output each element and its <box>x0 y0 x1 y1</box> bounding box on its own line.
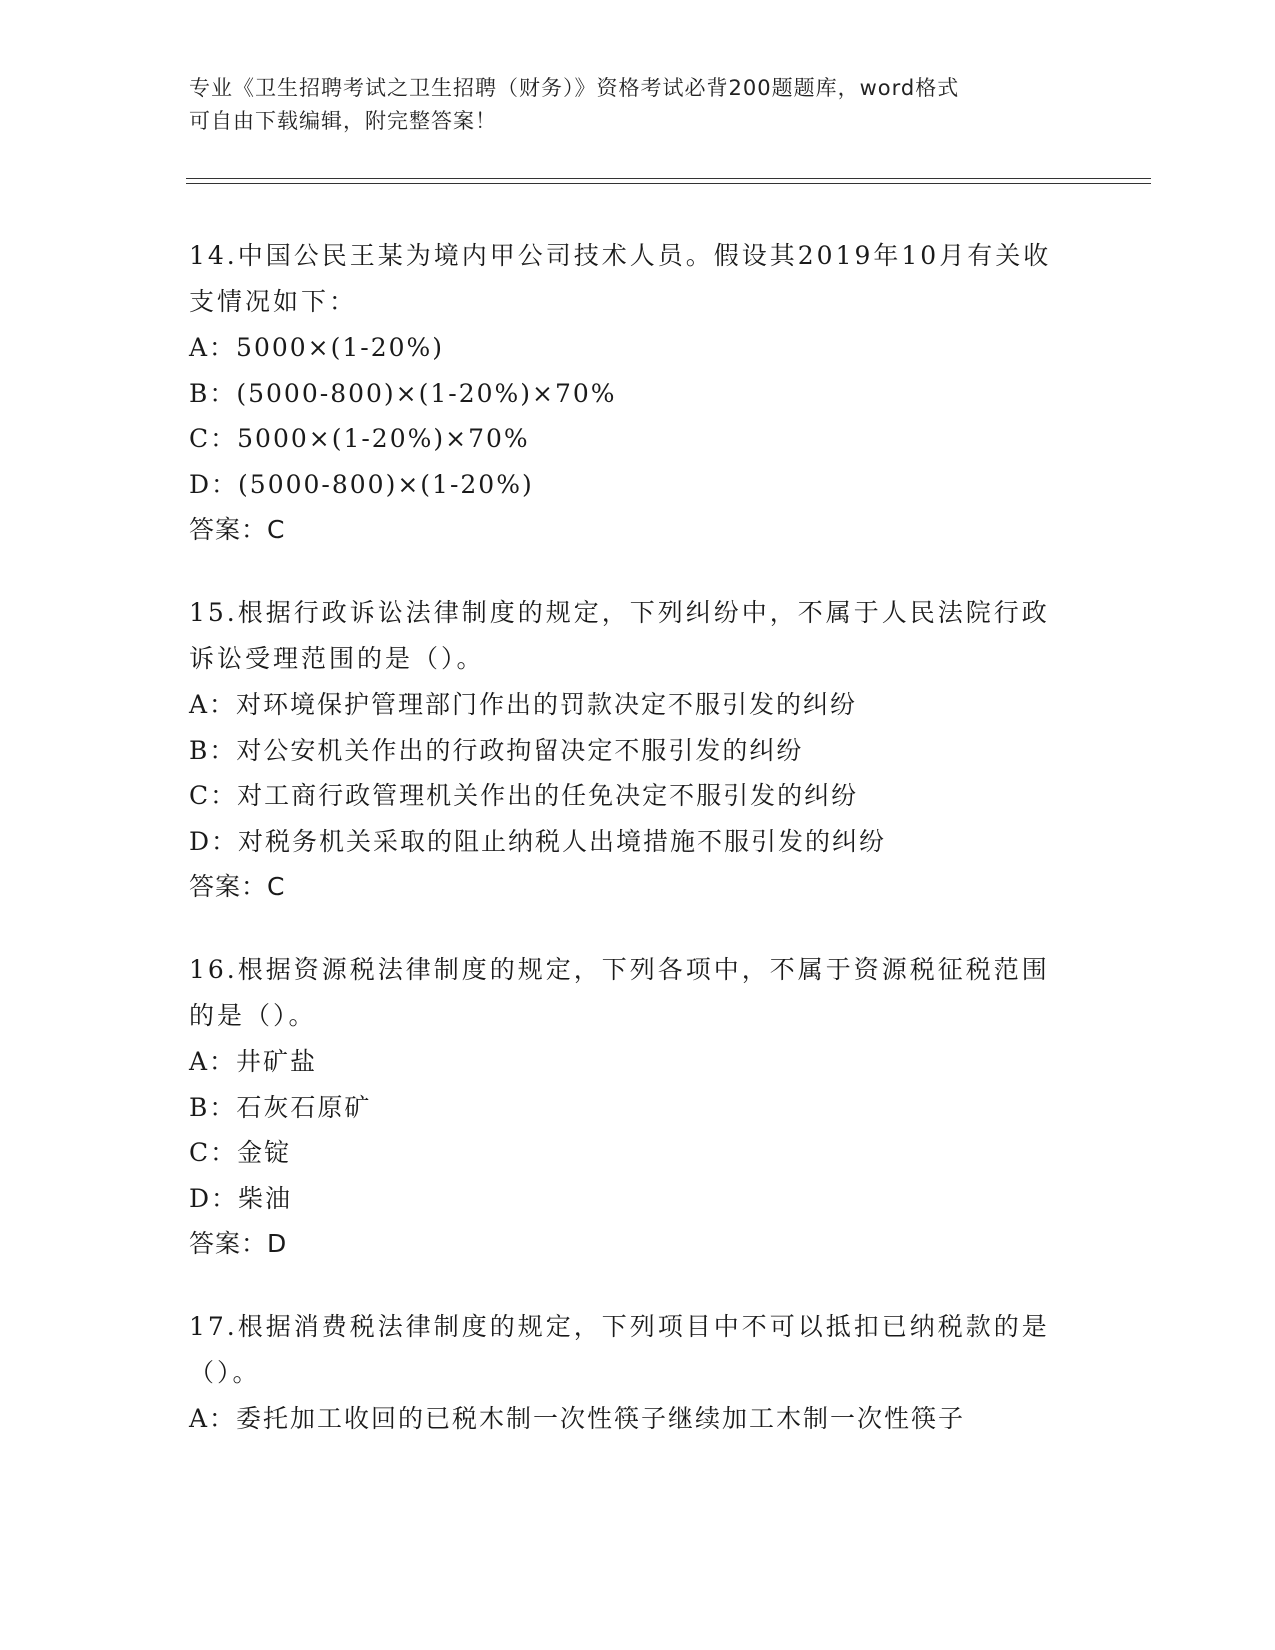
question-15 <box>189 590 1089 910</box>
option-a: A：5000×(1-20%) <box>189 333 445 362</box>
question-17 <box>189 1304 1089 1442</box>
header-title-line-2: 可自由下载编辑，附完整答案！ <box>189 109 497 133</box>
option-c: C：5000×(1-20%)×70% <box>189 424 530 453</box>
question-stem <box>189 1304 1089 1396</box>
document-header <box>189 72 1069 138</box>
option-d: D：柴油 <box>189 1183 293 1213</box>
question-list <box>189 233 1089 1479</box>
question-stem-line-1: 14.中国公民王某为境内甲公司技术人员。假设其2019年10月有关收 <box>189 241 1052 270</box>
answer-label: 答案：D <box>189 1229 288 1258</box>
question-stem-line-2: （）。 <box>189 1358 261 1387</box>
option-c: C：对工商行政管理机关作出的任免决定不服引发的纠纷 <box>189 781 859 810</box>
header-divider-top <box>186 178 1151 179</box>
option-d: D：(5000-800)×(1-20%) <box>189 469 534 499</box>
question-stem-line-1: 17.根据消费税法律制度的规定，下列项目中不可以抵扣已纳税款的是 <box>189 1312 1050 1341</box>
question-stem <box>189 233 1089 325</box>
option-b: B：石灰石原矿 <box>189 1092 372 1122</box>
header-title-line-1: 专业《卫生招聘考试之卫生招聘（财务）》资格考试必背200题题库，word格式 <box>189 76 960 100</box>
answer-label: 答案：C <box>189 872 286 901</box>
option-a: A：委托加工收回的已税木制一次性筷子继续加工木制一次性筷子 <box>189 1404 966 1433</box>
question-stem <box>189 590 1089 682</box>
question-stem-line-1: 15.根据行政诉讼法律制度的规定，下列纠纷中，不属于人民法院行政 <box>189 598 1050 627</box>
option-b: B：(5000-800)×(1-20%)×70% <box>189 378 617 408</box>
question-16 <box>189 947 1089 1267</box>
option-a: A：井矿盐 <box>189 1047 318 1076</box>
option-a: A：对环境保护管理部门作出的罚款决定不服引发的纠纷 <box>189 690 858 719</box>
question-stem <box>189 947 1089 1039</box>
question-stem-line-1: 16.根据资源税法律制度的规定，下列各项中，不属于资源税征税范围 <box>189 955 1050 984</box>
option-c: C：金锭 <box>189 1138 292 1167</box>
option-d: D：对税务机关采取的阻止纳税人出境措施不服引发的纠纷 <box>189 826 887 856</box>
answer-label: 答案：C <box>189 515 286 544</box>
question-stem-line-2: 的是（）。 <box>189 1001 317 1030</box>
question-14 <box>189 233 1089 553</box>
header-divider-bottom <box>186 183 1151 184</box>
question-stem-line-2: 诉讼受理范围的是（）。 <box>189 644 485 673</box>
option-b: B：对公安机关作出的行政拘留决定不服引发的纠纷 <box>189 735 804 765</box>
question-stem-line-2: 支情况如下： <box>189 287 358 316</box>
